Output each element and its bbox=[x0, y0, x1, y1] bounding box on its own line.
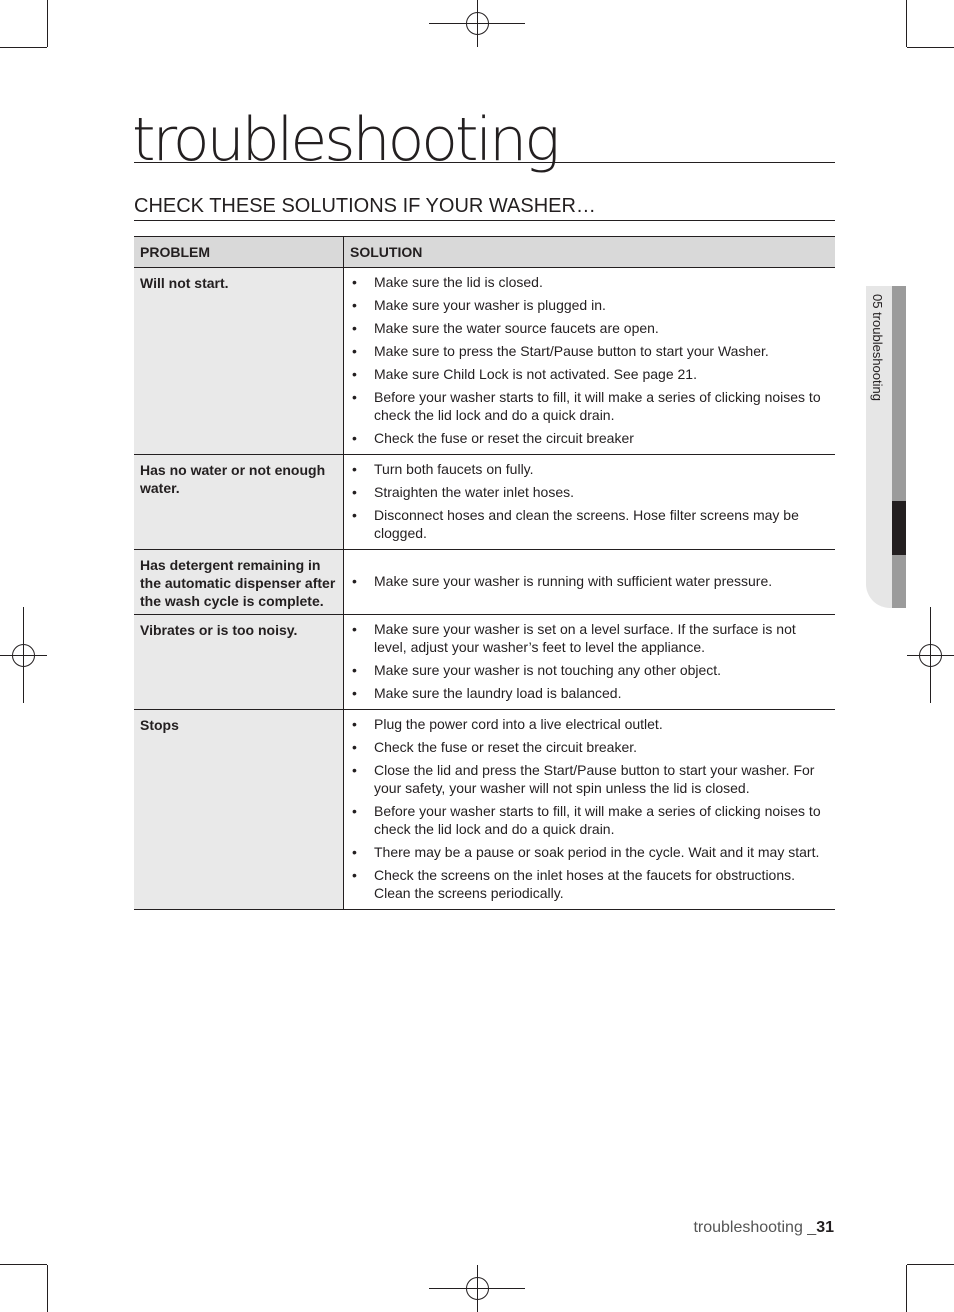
solution-list bbox=[350, 460, 829, 542]
page-footer bbox=[600, 1219, 834, 1237]
chapter-position-marker bbox=[892, 501, 906, 555]
problem-cell: Stops bbox=[134, 710, 344, 910]
problem-cell: Has no water or not enough water. bbox=[134, 455, 344, 550]
solution-item: • Plug the power cord into a live electrical outlet. bbox=[350, 715, 829, 733]
solution-cell bbox=[344, 615, 836, 710]
page-title: troubleshooting bbox=[132, 105, 558, 175]
table-row bbox=[134, 710, 835, 910]
troubleshooting-table bbox=[134, 236, 835, 910]
solution-list bbox=[350, 273, 829, 447]
chapter-tab-label: 05 troubleshooting bbox=[870, 294, 885, 401]
solution-item: • Make sure your washer is plugged in. bbox=[350, 296, 829, 314]
solution-item: • Check the fuse or reset the circuit breaker. bbox=[350, 738, 829, 756]
solution-item: • Make sure your washer is running with sufficient water pressure. bbox=[350, 572, 829, 590]
problem-cell: Has detergent remaining in the automatic dispenser after the wash cycle is complete. bbox=[134, 550, 344, 615]
table-row bbox=[134, 550, 835, 615]
solution-item: • Make sure the water source faucets are open. bbox=[350, 319, 829, 337]
solution-item: • Make sure the laundry load is balanced. bbox=[350, 684, 829, 702]
solution-cell bbox=[344, 550, 836, 615]
table-row bbox=[134, 615, 835, 710]
solution-cell bbox=[344, 268, 836, 455]
problem-cell: Vibrates or is too noisy. bbox=[134, 615, 344, 710]
solution-cell bbox=[344, 710, 836, 910]
solution-item: • Turn both faucets on fully. bbox=[350, 460, 829, 478]
footer-label: troubleshooting _ bbox=[693, 1219, 817, 1236]
table-row bbox=[134, 268, 835, 455]
table-row bbox=[134, 455, 835, 550]
problem-cell: Will not start. bbox=[134, 268, 344, 455]
solution-item: • Make sure the lid is closed. bbox=[350, 273, 829, 291]
solution-item: • There may be a pause or soak period in the cycle. Wait and it may start. bbox=[350, 843, 829, 861]
page-title-rule bbox=[132, 100, 835, 175]
solution-list bbox=[350, 620, 829, 702]
section-title: CHECK THESE SOLUTIONS IF YOUR WASHER… bbox=[134, 195, 596, 217]
solution-item: • Check the fuse or reset the circuit breaker bbox=[350, 429, 829, 447]
page-number: 31 bbox=[816, 1219, 834, 1236]
table-header-row bbox=[134, 237, 835, 268]
solution-item: • Make sure your washer is not touching any other object. bbox=[350, 661, 829, 679]
solution-item: • Make sure Child Lock is not activated. See page 21. bbox=[350, 365, 829, 383]
solution-item: • Straighten the water inlet hoses. bbox=[350, 483, 829, 501]
solution-item: • Disconnect hoses and clean the screens. Hose filter screens may be clogged. bbox=[350, 506, 829, 542]
column-header-solution: SOLUTION bbox=[344, 237, 836, 268]
section-header bbox=[134, 192, 835, 221]
solution-item: • Make sure to press the Start/Pause button to start your Washer. bbox=[350, 342, 829, 360]
solution-item: • Make sure your washer is set on a level surface. If the surface is not level, adjust your washer’s feet to level the appliance. bbox=[350, 620, 829, 656]
solution-list bbox=[350, 715, 829, 902]
solution-item: • Check the screens on the inlet hoses at the faucets for obstructions. Clean the screens periodically. bbox=[350, 866, 829, 902]
solution-item: • Before your washer starts to fill, it will make a series of clicking noises to check the lid lock and do a quick drain. bbox=[350, 388, 829, 424]
solution-list bbox=[350, 572, 829, 590]
solution-item: • Before your washer starts to fill, it will make a series of clicking noises to check the lid lock and do a quick drain. bbox=[350, 802, 829, 838]
solution-item: • Close the lid and press the Start/Pause button to start your washer. For your safety, your washer will not spin unless the lid is closed. bbox=[350, 761, 829, 797]
solution-cell bbox=[344, 455, 836, 550]
column-header-problem: PROBLEM bbox=[134, 237, 344, 268]
chapter-side-bar bbox=[892, 286, 906, 608]
